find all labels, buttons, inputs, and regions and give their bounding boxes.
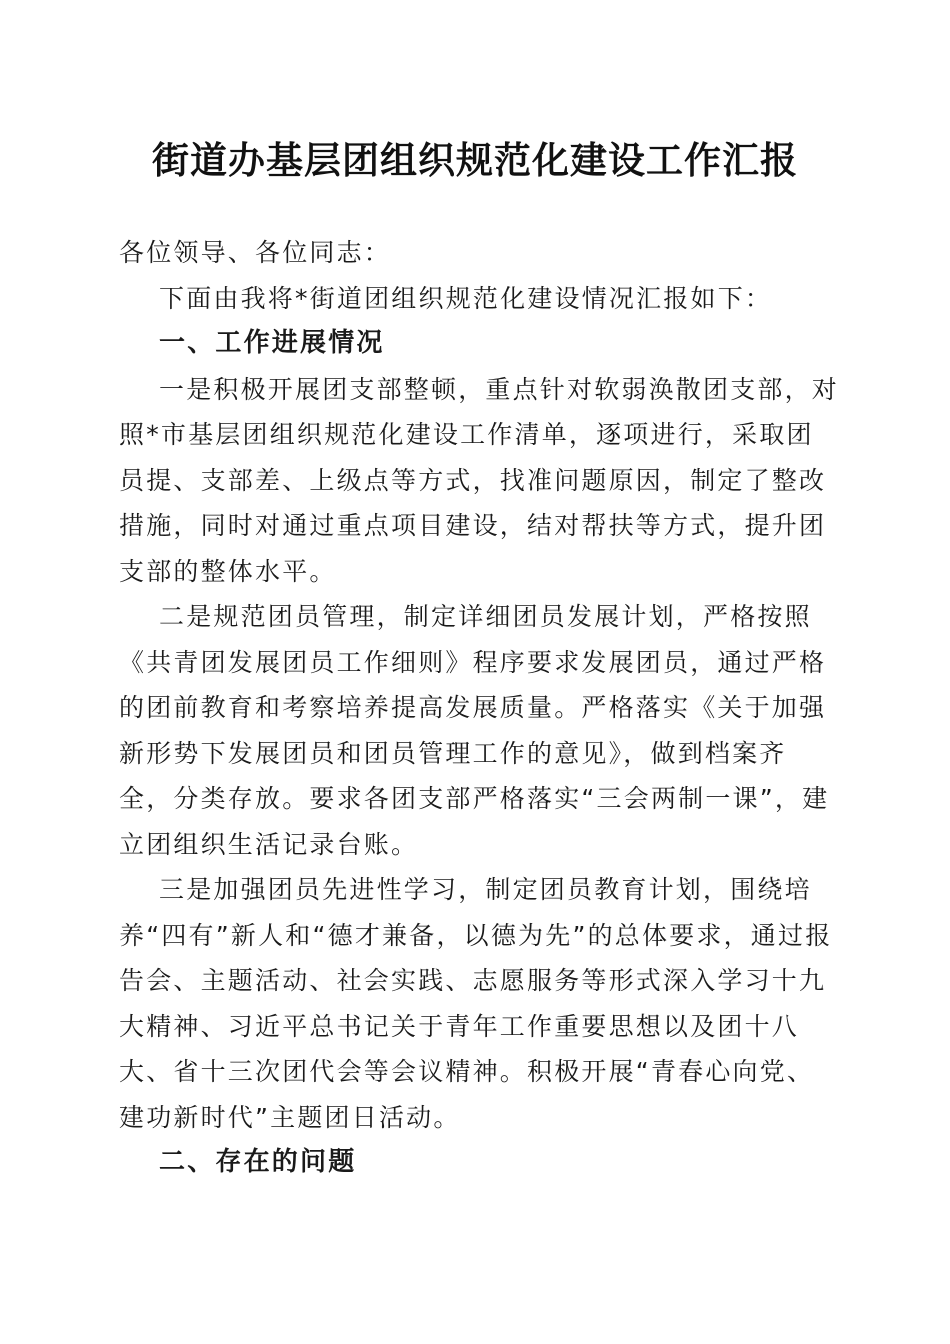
- section-heading-progress: 一、工作进展情况: [159, 328, 385, 358]
- paragraph-2: 二是规范团员管理，制定详细团员发展计划，严格按照《共青团发展团员工作细则》程序要求发展团员，通过严格的团前教育和考察培养提高发展质量。严格落实《关于加强新形势下发展团员和团员管理工作的意见》，做到档案齐全，分类存放。要求各团支部严格落实“三会两制一课”，建立团组织生活记录台账。: [119, 602, 830, 859]
- paragraph-3: 三是加强团员先进性学习，制定团员教育计划，围绕培养“四有”新人和“德才兼备，以德为先”的总体要求，通过报告会、主题活动、社会实践、志愿服务等形式深入学习十九大精神、习近平总书记关于青年工作重要思想以及团十八大、省十三次团代会等会议精神。积极开展“青春心向党、建功新时代”主题团日活动。: [119, 875, 833, 1132]
- document-title: 街道办基层团组织规范化建设工作汇报: [152, 138, 798, 182]
- document-body: [119, 230, 839, 1186]
- paragraph-1: 一是积极开展团支部整顿，重点针对软弱涣散团支部，对照*市基层团组织规范化建设工作清单，逐项进行，采取团员提、支部差、上级点等方式，找准问题原因，制定了整改措施，同时对通过重点项目建设，结对帮扶等方式，提升团支部的整体水平。: [119, 374, 840, 586]
- intro-paragraph: 下面由我将*街道团组织规范化建设情况汇报如下：: [159, 283, 773, 313]
- salutation: 各位领导、各位同志：: [119, 238, 392, 267]
- section-heading-problems: 二、存在的问题: [159, 1147, 357, 1177]
